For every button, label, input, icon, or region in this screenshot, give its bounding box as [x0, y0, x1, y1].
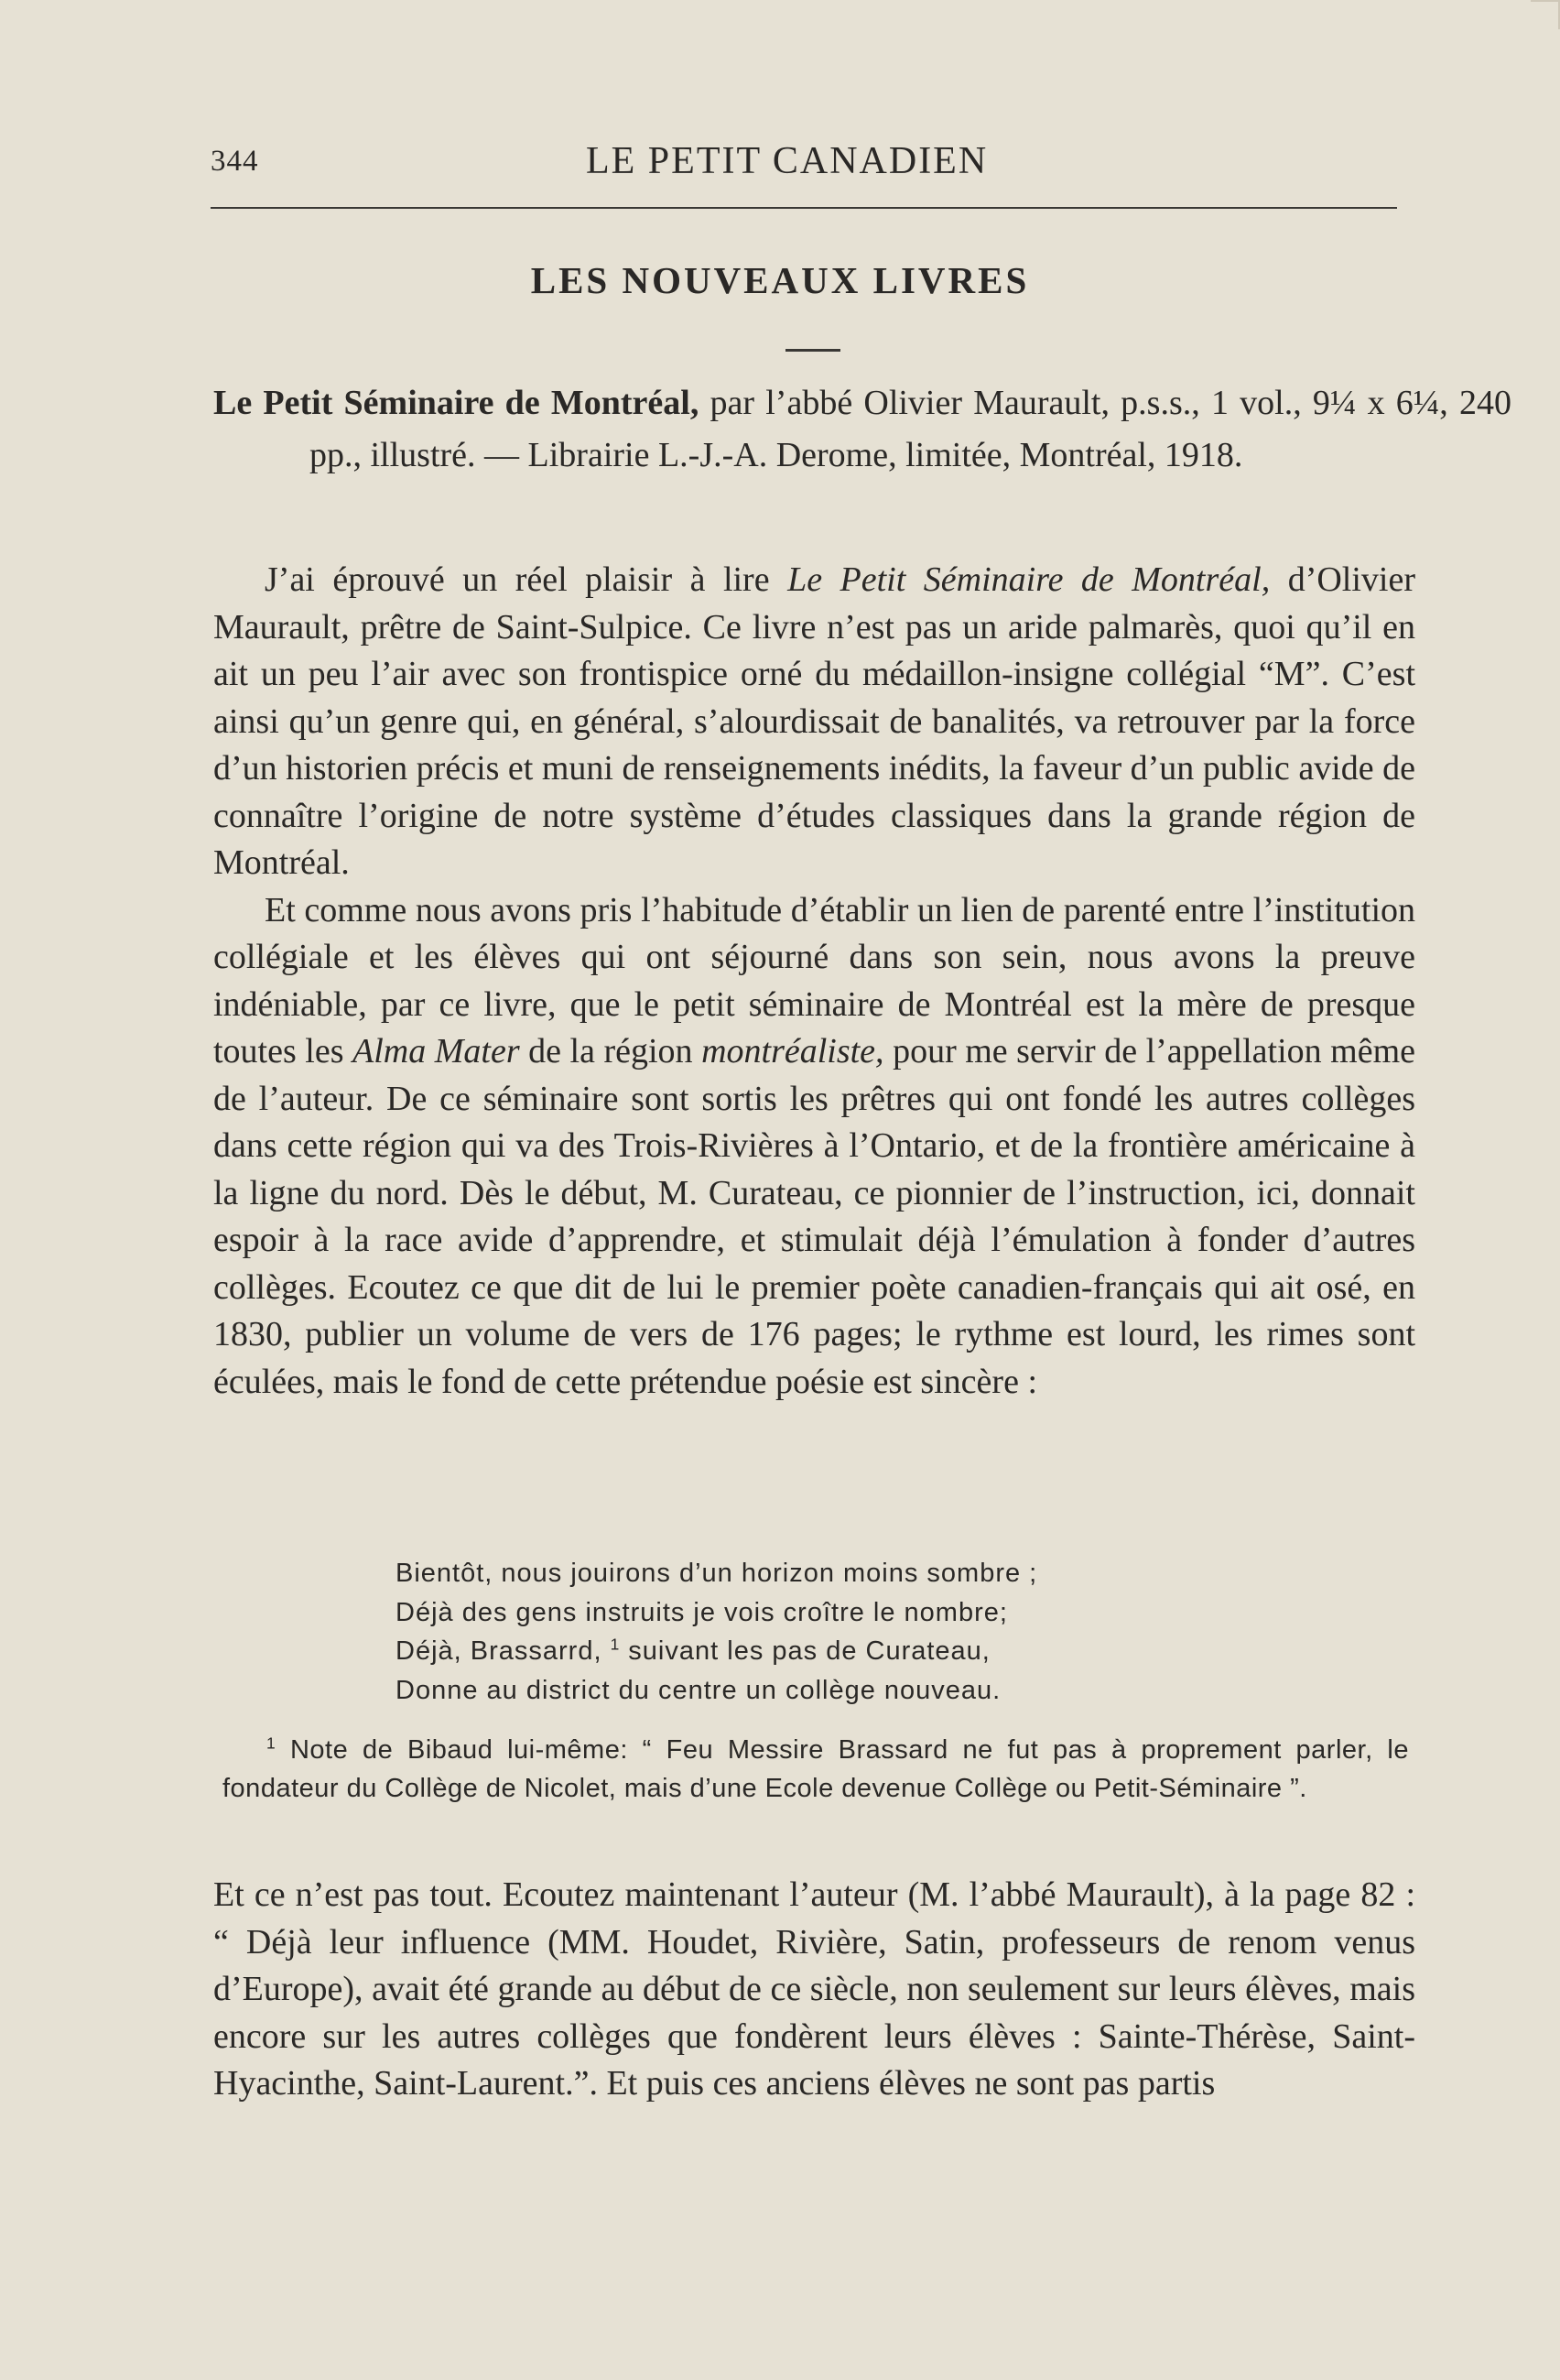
review-body	[213, 557, 1415, 1406]
paragraph-2-montrealiste: montréaliste,	[701, 1032, 884, 1070]
page-number: 344	[211, 145, 259, 178]
paragraph-1-book-title: Le Petit Séminaire de Montréal,	[787, 560, 1271, 599]
closing-paragraph: Et ce n’est pas tout. Ecoutez maintenant l’auteur (M. l’abbé Maurault), à la page 82 : “ Déjà leur influence (MM. Houdet, Rivière, Satin, professeurs de renom venus d’Europe), avait été grande au début de ce siècle, non seulement sur leurs élèves, mais encore sur les autres collèges que fondèrent leurs élèves : Sainte-Thérèse, Saint-Hyacinthe, Saint-Laurent.”. Et puis ces anciens élèves ne sont pas partis	[213, 1875, 1415, 2103]
book-details: par l’abbé Olivier Maurault, p.s.s., 1 vol., 9¼ x 6¼, 240 pp., illustré. — Librairie L.-J.-A. Derome, limitée, Montréal, 1918.	[309, 384, 1511, 474]
page-header	[211, 139, 1401, 185]
title-divider	[785, 349, 840, 352]
poem-line-3-end: suivant les pas de Curateau,	[620, 1636, 991, 1666]
review-body-continued	[213, 1872, 1415, 2108]
paragraph-2-alma-mater: Alma Mater	[352, 1032, 520, 1070]
paragraph-2-text: Et comme nous avons pris l’habitude d’établir un lien de parenté entre l’institution collégiale et les élèves qui ont séjourné dans son sein, nous avons la preuve indéniable, par ce livre, que le petit séminaire de Montréal est la mère de presque toutes les	[213, 890, 1415, 1070]
footnote	[222, 1731, 1409, 1808]
book-title: Le Petit Séminaire de Montréal,	[213, 384, 699, 422]
footnote-text: Note de Bibaud lui-même: “ Feu Messire Brassard ne fut pas à proprement parler, le fondateur du Collège de Nicolet, mais d’une Ecole devenue Collège ou Petit-Séminaire ”.	[222, 1735, 1409, 1803]
running-title: LE PETIT CANADIEN	[586, 140, 989, 182]
paragraph-1-text-cont: d’Olivier Maurault, prêtre de Saint-Sulpice. Ce livre n’est pas un aride palmarès, quoi qu’il en ait un peu l’air avec son frontispice orné du médaillon-insigne collégial “M”. C’est ainsi qu’un genre qui, en général, s’alourdissait de banalités, va retrouver par la force d’un historien précis et muni de renseignements inédits, la faveur d’un public avide de connaître l’origine de notre système d’études classiques dans la grande région de Montréal.	[213, 560, 1415, 882]
poem-line-3-start: Déjà, Brassarrd,	[395, 1636, 611, 1666]
header-rule	[211, 207, 1397, 209]
book-reference	[213, 377, 1511, 482]
poem-line-2: Déjà des gens instruits je vois croître le nombre;	[395, 1597, 1008, 1627]
footnote-reference: 1	[610, 1635, 621, 1654]
poem-line-1: Bientôt, nous jouirons d’un horizon moins sombre ;	[395, 1559, 1038, 1588]
poem-line-4: Donne au district du centre un collège nouveau.	[395, 1675, 1002, 1705]
paragraph-2-text-cont: pour me servir de l’appellation même de l’auteur. De ce séminaire sont sortis les prêtres qui ont fondé les autres collèges dans cette région qui va des Trois-Rivières à l’Ontario, et de la frontière américaine à la ligne du nord. Dès le début, M. Curateau, ce pionnier de l’instruction, ici, donnait espoir à la race avide d’apprendre, et stimulait déjà l’émulation à fonder d’autres collèges. Ecoutez ce que dit de lui le premier poète canadien-français qui ait osé, en 1830, publier un volume de vers de 176 pages; le rythme est lourd, les rimes sont éculées, mais le fond de cette prétendue poésie est sincère :	[213, 1032, 1416, 1401]
paragraph-1-text: J’ai éprouvé un réel plaisir à lire	[265, 560, 788, 599]
paragraph-1	[213, 557, 1415, 887]
scan-edge	[1531, 0, 1560, 29]
footnote-mark: 1	[266, 1733, 276, 1753]
poem-quote	[395, 1554, 1311, 1710]
poem-line-3	[395, 1632, 1311, 1671]
section-title: LES NOUVEAUX LIVRES	[530, 259, 1030, 301]
paragraph-2-text-mid: de la région	[519, 1032, 702, 1070]
paragraph-2	[213, 887, 1415, 1407]
